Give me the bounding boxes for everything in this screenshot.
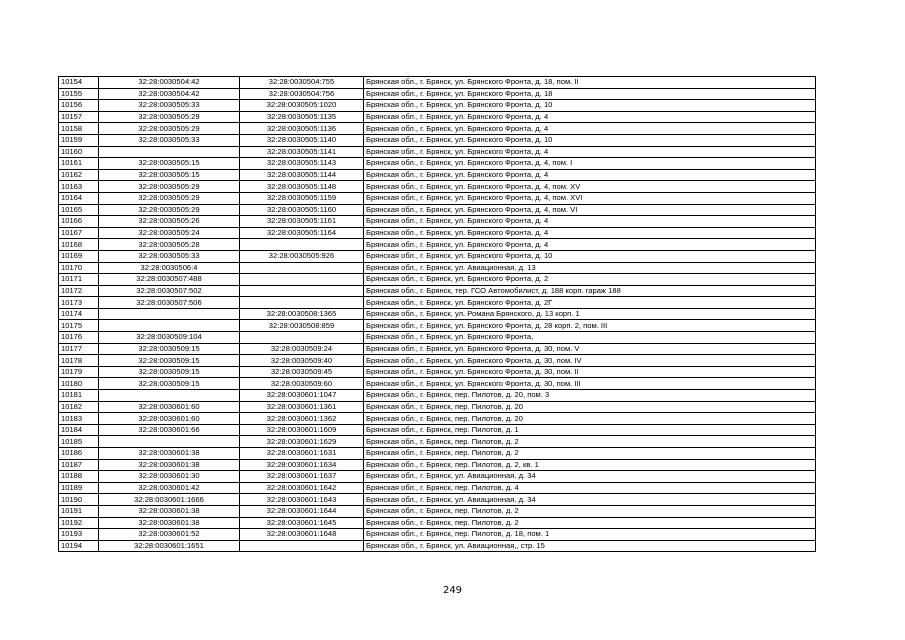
address-cell: Брянская обл., г. Брянск, ул. Брянского Фронта, д. 18, пом. II	[364, 77, 816, 89]
parcel-cadastral-number-cell: 32:28:0030505:33	[99, 134, 240, 146]
object-cadastral-number-cell: 32:28:0030508:859	[240, 320, 364, 332]
row-number-cell: 10187	[59, 459, 99, 471]
address-cell: Брянская обл., г. Брянск, ул. Брянского Фронта, д. 28 корп. 2, пом. III	[364, 320, 816, 332]
row-number-cell: 10155	[59, 88, 99, 100]
row-number-cell: 10156	[59, 100, 99, 112]
address-cell: Брянская обл., г. Брянск, пер. Пилотов, д. 4	[364, 482, 816, 494]
row-number-cell: 10192	[59, 517, 99, 529]
parcel-cadastral-number-cell	[99, 390, 240, 402]
parcel-cadastral-number-cell: 32:28:0030505:33	[99, 100, 240, 112]
parcel-cadastral-number-cell: 32:28:0030505:29	[99, 192, 240, 204]
object-cadastral-number-cell: 32:28:0030509:24	[240, 343, 364, 355]
address-cell: Брянская обл., г. Брянск, ул. Брянского Фронта, д. 4, пом. VI	[364, 204, 816, 216]
table-row	[59, 274, 816, 286]
object-cadastral-number-cell: 32:28:0030505:1159	[240, 192, 364, 204]
parcel-cadastral-number-cell: 32:28:0030505:28	[99, 239, 240, 251]
address-cell: Брянская обл., г. Брянск, ул. Брянского Фронта, д. 4	[364, 111, 816, 123]
parcel-cadastral-number-cell: 32:28:0030507:506	[99, 297, 240, 309]
object-cadastral-number-cell: 32:28:0030505:1144	[240, 169, 364, 181]
address-cell: Брянская обл., г. Брянск, ул. Авиационная, д. 13	[364, 262, 816, 274]
parcel-cadastral-number-cell: 32:28:0030509:15	[99, 378, 240, 390]
address-cell: Брянская обл., г. Брянск, ул. Романа Брянского, д. 13 корп. 1	[364, 308, 816, 320]
table-row	[59, 401, 816, 413]
table-row	[59, 459, 816, 471]
parcel-cadastral-number-cell: 32:28:0030505:24	[99, 227, 240, 239]
table-row	[59, 169, 816, 181]
row-number-cell: 10184	[59, 424, 99, 436]
object-cadastral-number-cell: 32:28:0030601:1643	[240, 494, 364, 506]
table-row	[59, 192, 816, 204]
row-number-cell: 10166	[59, 216, 99, 228]
object-cadastral-number-cell: 32:28:0030601:1361	[240, 401, 364, 413]
parcel-cadastral-number-cell: 32:28:0030601:60	[99, 413, 240, 425]
address-cell: Брянская обл., г. Брянск, ул. Брянского Фронта, д. 4	[364, 239, 816, 251]
row-number-cell: 10161	[59, 158, 99, 170]
table-row	[59, 540, 816, 552]
row-number-cell: 10170	[59, 262, 99, 274]
address-cell: Брянская обл., г. Брянск, ул. Брянского Фронта, д. 10	[364, 134, 816, 146]
page-number: 249	[442, 585, 463, 596]
object-cadastral-number-cell	[240, 332, 364, 344]
row-number-cell: 10176	[59, 332, 99, 344]
table-row	[59, 320, 816, 332]
object-cadastral-number-cell	[240, 239, 364, 251]
object-cadastral-number-cell: 32:28:0030505:1148	[240, 181, 364, 193]
row-number-cell: 10162	[59, 169, 99, 181]
table-row	[59, 505, 816, 517]
row-number-cell: 10188	[59, 471, 99, 483]
table-row	[59, 413, 816, 425]
object-cadastral-number-cell: 32:28:0030505:1164	[240, 227, 364, 239]
row-number-cell: 10190	[59, 494, 99, 506]
object-cadastral-number-cell: 32:28:0030505:1136	[240, 123, 364, 135]
parcel-cadastral-number-cell: 32:28:0030509:104	[99, 332, 240, 344]
table-row	[59, 366, 816, 378]
table-row	[59, 227, 816, 239]
address-cell: Брянская обл., г. Брянск, пер. Пилотов, д. 2	[364, 505, 816, 517]
object-cadastral-number-cell: 32:28:0030505:926	[240, 250, 364, 262]
parcel-cadastral-number-cell: 32:28:0030504:42	[99, 88, 240, 100]
registry-table	[58, 76, 816, 552]
row-number-cell: 10180	[59, 378, 99, 390]
object-cadastral-number-cell: 32:28:0030508:1365	[240, 308, 364, 320]
row-number-cell: 10168	[59, 239, 99, 251]
table-row	[59, 285, 816, 297]
table-row	[59, 181, 816, 193]
address-cell: Брянская обл., г. Брянск, ул. Брянского Фронта, д. 4	[364, 169, 816, 181]
table-row	[59, 424, 816, 436]
row-number-cell: 10186	[59, 448, 99, 460]
object-cadastral-number-cell	[240, 297, 364, 309]
table-row	[59, 482, 816, 494]
parcel-cadastral-number-cell: 32:28:0030601:38	[99, 517, 240, 529]
parcel-cadastral-number-cell: 32:28:0030509:15	[99, 366, 240, 378]
parcel-cadastral-number-cell: 32:28:0030601:30	[99, 471, 240, 483]
table-row	[59, 494, 816, 506]
parcel-cadastral-number-cell: 32:28:0030601:60	[99, 401, 240, 413]
parcel-cadastral-number-cell: 32:28:0030601:38	[99, 505, 240, 517]
row-number-cell: 10174	[59, 308, 99, 320]
address-cell: Брянская обл., г. Брянск, пер. Пилотов, д. 2	[364, 517, 816, 529]
row-number-cell: 10177	[59, 343, 99, 355]
parcel-cadastral-number-cell: 32:28:0030506:4	[99, 262, 240, 274]
object-cadastral-number-cell: 32:28:0030601:1648	[240, 529, 364, 541]
object-cadastral-number-cell: 32:28:0030504:756	[240, 88, 364, 100]
parcel-cadastral-number-cell: 32:28:0030509:15	[99, 343, 240, 355]
row-number-cell: 10172	[59, 285, 99, 297]
object-cadastral-number-cell: 32:28:0030509:60	[240, 378, 364, 390]
row-number-cell: 10167	[59, 227, 99, 239]
object-cadastral-number-cell: 32:28:0030505:1160	[240, 204, 364, 216]
object-cadastral-number-cell: 32:28:0030601:1609	[240, 424, 364, 436]
table-row	[59, 517, 816, 529]
table-row	[59, 529, 816, 541]
object-cadastral-number-cell: 32:28:0030601:1637	[240, 471, 364, 483]
address-cell: Брянская обл., г. Брянск, пер. Пилотов, д. 2	[364, 448, 816, 460]
object-cadastral-number-cell	[240, 262, 364, 274]
address-cell: Брянская обл., г. Брянск, ул. Брянского Фронта, д. 10	[364, 250, 816, 262]
parcel-cadastral-number-cell: 32:28:0030504:42	[99, 77, 240, 89]
row-number-cell: 10160	[59, 146, 99, 158]
object-cadastral-number-cell: 32:28:0030505:1141	[240, 146, 364, 158]
table-row	[59, 123, 816, 135]
object-cadastral-number-cell: 32:28:0030601:1642	[240, 482, 364, 494]
object-cadastral-number-cell: 32:28:0030601:1644	[240, 505, 364, 517]
table-row	[59, 297, 816, 309]
parcel-cadastral-number-cell: 32:28:0030509:15	[99, 355, 240, 367]
address-cell: Брянская обл., г. Брянск, ул. Брянского Фронта, д. 30, пом. III	[364, 378, 816, 390]
address-cell: Брянская обл., г. Брянск, ул. Брянского Фронта, д. 30, пом. V	[364, 343, 816, 355]
row-number-cell: 10178	[59, 355, 99, 367]
parcel-cadastral-number-cell: 32:28:0030601:52	[99, 529, 240, 541]
row-number-cell: 10191	[59, 505, 99, 517]
parcel-cadastral-number-cell: 32:28:0030505:15	[99, 158, 240, 170]
address-cell: Брянская обл., г. Брянск, пер. Пилотов, д. 20	[364, 413, 816, 425]
address-cell: Брянская обл., г. Брянск, ул. Брянского Фронта,	[364, 332, 816, 344]
parcel-cadastral-number-cell: 32:28:0030601:38	[99, 448, 240, 460]
row-number-cell: 10183	[59, 413, 99, 425]
table-row	[59, 204, 816, 216]
row-number-cell: 10185	[59, 436, 99, 448]
row-number-cell: 10193	[59, 529, 99, 541]
parcel-cadastral-number-cell: 32:28:0030601:42	[99, 482, 240, 494]
address-cell: Брянская обл., г. Брянск, ул. Брянского Фронта, д. 30, пом. IV	[364, 355, 816, 367]
object-cadastral-number-cell: 32:28:0030601:1047	[240, 390, 364, 402]
object-cadastral-number-cell: 32:28:0030509:40	[240, 355, 364, 367]
parcel-cadastral-number-cell: 32:28:0030505:26	[99, 216, 240, 228]
parcel-cadastral-number-cell: 32:28:0030505:15	[99, 169, 240, 181]
address-cell: Брянская обл., г. Брянск, ул. Брянского Фронта, д. 18	[364, 88, 816, 100]
table-row	[59, 378, 816, 390]
address-cell: Брянская обл., г. Брянск, ул. Авиационная, д. 34	[364, 471, 816, 483]
parcel-cadastral-number-cell: 32:28:0030505:29	[99, 111, 240, 123]
object-cadastral-number-cell: 32:28:0030601:1631	[240, 448, 364, 460]
table-row	[59, 471, 816, 483]
parcel-cadastral-number-cell	[99, 308, 240, 320]
parcel-cadastral-number-cell: 32:28:0030601:1666	[99, 494, 240, 506]
parcel-cadastral-number-cell	[99, 146, 240, 158]
address-cell: Брянская обл., г. Брянск, пер. Пилотов, д. 20	[364, 401, 816, 413]
table-row	[59, 239, 816, 251]
table-row	[59, 436, 816, 448]
address-cell: Брянская обл., г. Брянск, пер. Пилотов, д. 2	[364, 436, 816, 448]
address-cell: Брянская обл., г. Брянск, ул. Брянского Фронта, д. 30, пом. II	[364, 366, 816, 378]
table-row	[59, 88, 816, 100]
row-number-cell: 10154	[59, 77, 99, 89]
row-number-cell: 10158	[59, 123, 99, 135]
parcel-cadastral-number-cell: 32:28:0030505:29	[99, 181, 240, 193]
object-cadastral-number-cell	[240, 274, 364, 286]
address-cell: Брянская обл., г. Брянск, пер. Пилотов, д. 20, пом. 3	[364, 390, 816, 402]
table-row	[59, 100, 816, 112]
table-row	[59, 355, 816, 367]
object-cadastral-number-cell: 32:28:0030601:1634	[240, 459, 364, 471]
table-row	[59, 308, 816, 320]
address-cell: Брянская обл., г. Брянск, ул. Брянского Фронта, д. 2	[364, 274, 816, 286]
parcel-cadastral-number-cell: 32:28:0030601:38	[99, 459, 240, 471]
object-cadastral-number-cell: 32:28:0030504:755	[240, 77, 364, 89]
object-cadastral-number-cell: 32:28:0030505:1161	[240, 216, 364, 228]
object-cadastral-number-cell: 32:28:0030601:1629	[240, 436, 364, 448]
address-cell: Брянская обл., г. Брянск, ул. Брянского Фронта, д. 10	[364, 100, 816, 112]
row-number-cell: 10189	[59, 482, 99, 494]
table-row	[59, 343, 816, 355]
address-cell: Брянская обл., г. Брянск, ул. Авиационная,, стр. 15	[364, 540, 816, 552]
object-cadastral-number-cell: 32:28:0030505:1135	[240, 111, 364, 123]
address-cell: Брянская обл., г. Брянск, ул. Брянского Фронта, д. 4	[364, 123, 816, 135]
registry-table-body	[59, 77, 816, 552]
parcel-cadastral-number-cell: 32:28:0030505:29	[99, 204, 240, 216]
parcel-cadastral-number-cell: 32:28:0030507:488	[99, 274, 240, 286]
address-cell: Брянская обл., г. Брянск, ул. Брянского Фронта, д. 4	[364, 227, 816, 239]
parcel-cadastral-number-cell	[99, 436, 240, 448]
address-cell: Брянская обл., г. Брянск, пер. Пилотов, д. 18, пом. 1	[364, 529, 816, 541]
row-number-cell: 10165	[59, 204, 99, 216]
table-row	[59, 77, 816, 89]
table-row	[59, 262, 816, 274]
object-cadastral-number-cell: 32:28:0030509:45	[240, 366, 364, 378]
address-cell: Брянская обл., г. Брянск, ул. Брянского Фронта, д. 2Г	[364, 297, 816, 309]
object-cadastral-number-cell	[240, 540, 364, 552]
parcel-cadastral-number-cell: 32:28:0030505:33	[99, 250, 240, 262]
address-cell: Брянская обл., г. Брянск, тер. ГСО Автомобилист, д. 188 корп. гараж 188	[364, 285, 816, 297]
row-number-cell: 10164	[59, 192, 99, 204]
row-number-cell: 10179	[59, 366, 99, 378]
parcel-cadastral-number-cell	[99, 320, 240, 332]
parcel-cadastral-number-cell: 32:28:0030505:29	[99, 123, 240, 135]
address-cell: Брянская обл., г. Брянск, пер. Пилотов, д. 2, кв. 1	[364, 459, 816, 471]
table-row	[59, 134, 816, 146]
row-number-cell: 10169	[59, 250, 99, 262]
object-cadastral-number-cell: 32:28:0030505:1020	[240, 100, 364, 112]
row-number-cell: 10182	[59, 401, 99, 413]
table-row	[59, 390, 816, 402]
parcel-cadastral-number-cell: 32:28:0030601:1651	[99, 540, 240, 552]
parcel-cadastral-number-cell: 32:28:0030507:502	[99, 285, 240, 297]
address-cell: Брянская обл., г. Брянск, ул. Брянского Фронта, д. 4	[364, 216, 816, 228]
row-number-cell: 10173	[59, 297, 99, 309]
address-cell: Брянская обл., г. Брянск, пер. Пилотов, д. 1	[364, 424, 816, 436]
table-row	[59, 250, 816, 262]
object-cadastral-number-cell	[240, 285, 364, 297]
table-row	[59, 216, 816, 228]
row-number-cell: 10157	[59, 111, 99, 123]
row-number-cell: 10171	[59, 274, 99, 286]
table-row	[59, 111, 816, 123]
row-number-cell: 10159	[59, 134, 99, 146]
address-cell: Брянская обл., г. Брянск, ул. Брянского Фронта, д. 4, пом. I	[364, 158, 816, 170]
table-row	[59, 146, 816, 158]
table-row	[59, 158, 816, 170]
row-number-cell: 10163	[59, 181, 99, 193]
address-cell: Брянская обл., г. Брянск, ул. Авиационная, д. 34	[364, 494, 816, 506]
address-cell: Брянская обл., г. Брянск, ул. Брянского Фронта, д. 4	[364, 146, 816, 158]
object-cadastral-number-cell: 32:28:0030505:1143	[240, 158, 364, 170]
object-cadastral-number-cell: 32:28:0030505:1140	[240, 134, 364, 146]
table-row	[59, 332, 816, 344]
row-number-cell: 10194	[59, 540, 99, 552]
address-cell: Брянская обл., г. Брянск, ул. Брянского Фронта, д. 4, пом. XVI	[364, 192, 816, 204]
object-cadastral-number-cell: 32:28:0030601:1645	[240, 517, 364, 529]
parcel-cadastral-number-cell: 32:28:0030601:66	[99, 424, 240, 436]
row-number-cell: 10175	[59, 320, 99, 332]
object-cadastral-number-cell: 32:28:0030601:1362	[240, 413, 364, 425]
address-cell: Брянская обл., г. Брянск, ул. Брянского Фронта, д. 4, пом. XV	[364, 181, 816, 193]
row-number-cell: 10181	[59, 390, 99, 402]
table-row	[59, 448, 816, 460]
